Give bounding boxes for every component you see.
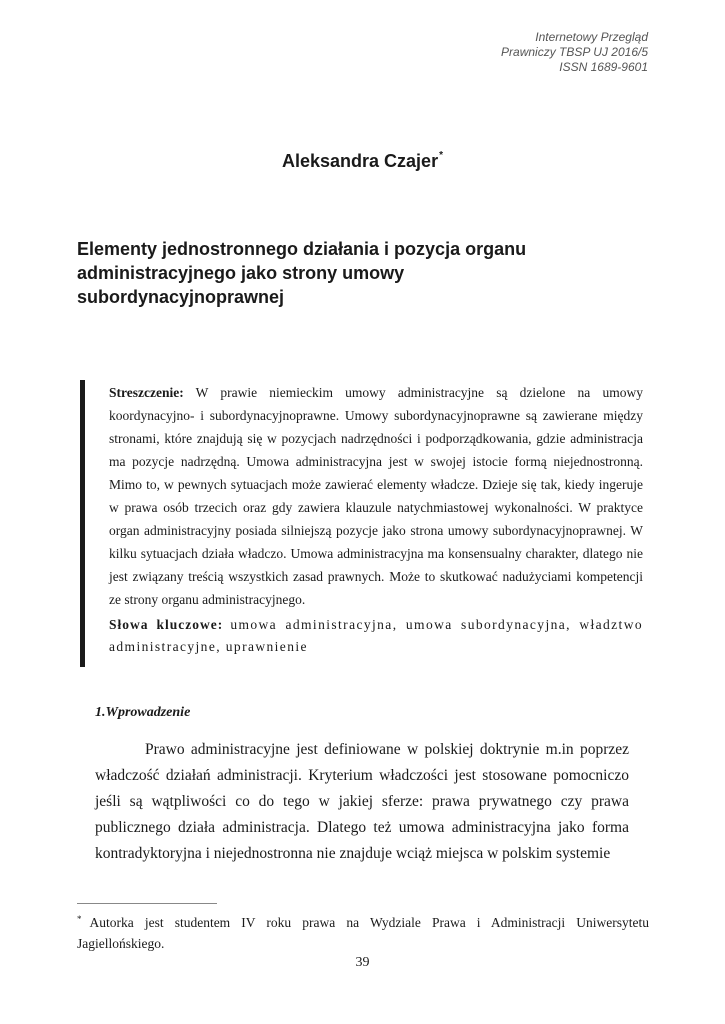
keywords-paragraph <box>109 614 643 658</box>
journal-name-line2: Prawniczy TBSP UJ 2016/5 <box>501 45 648 59</box>
footnote-divider <box>77 903 217 904</box>
abstract-side-bar <box>80 380 85 667</box>
journal-issn: ISSN 1689-9601 <box>559 60 648 74</box>
footnote <box>77 913 649 954</box>
author-name: Aleksandra Czajer <box>282 151 439 171</box>
article-title-line3: subordynacyjnoprawnej <box>77 287 285 307</box>
footnote-text: Autorka jest studentem IV roku prawa na Wydziale Prawa i Administracji Uniwersytetu Jagiellońskiego. <box>77 915 649 951</box>
journal-info <box>501 30 648 75</box>
article-title-line2: administracyjnego jako strony umowy <box>77 263 405 283</box>
author-name-block <box>0 146 725 173</box>
abstract-label: Streszczenie: <box>109 385 184 400</box>
abstract-paragraph <box>109 381 643 611</box>
abstract-text: W prawie niemieckim umowy administracyjne są dzielone na umowy koordynacyjno- i subordynacyjnoprawne. Umowy subordynacyjnoprawne są zawierane między stronami, które znajdują się w pozycjach nadrzędności i podporządkowania, gdzie administracja ma pozycje nadrzędną. Umowa administracyjna jest w swojej istocie formą niejednostronną. Mimo to, w pewnych sytuacjach może zawierać elementy władcze. Dzieje się tak, kiedy ingeruje w prawa osób trzecich oraz gdy zawiera klauzule natychmiastowej wykonalności. W praktyce organ administracyjny posiada silniejszą pozycje jako strona umowy subordynacyjnoprawnej. W kilku sytuacjach działa władczo. Umowa administracyjna ma konsensualny charakter, dlatego nie jest związany treścią wszystkich zasad prawnych. Może to skutkować nadużyciami kompetencji ze strony organu administracyjnego. <box>109 385 643 607</box>
journal-name-line1: Internetowy Przegląd <box>535 30 648 44</box>
page-number: 39 <box>355 955 370 970</box>
footnote-mark: * <box>77 914 82 924</box>
keywords-label: Słowa kluczowe: <box>109 617 224 632</box>
body-paragraph: Prawo administracyjne jest definiowane w polskiej doktrynie m.in poprzez władczość działań administracji. Kryterium władczości jest stosowane pomocniczo jeśli są wątpliwości co do tego w jakiej sferze: prawa prywatnego czy prawa publicznego działa administracja. Dlatego też umowa administracyjna jako forma kontradyktoryjna i niejednostronna nie znajduje wciąż miejsca w polskim systemie <box>95 741 629 862</box>
keywords-text: umowa administracyjna, umowa subordynacyjna, władztwo administracyjne, uprawnienie <box>109 617 644 654</box>
abstract-block <box>109 381 643 658</box>
section-heading: 1.Wprowadzenie <box>95 705 191 720</box>
article-title <box>77 237 657 309</box>
author-footnote-mark: * <box>439 150 443 161</box>
article-title-line1: Elementy jednostronnego działania i pozycja organu <box>77 239 527 259</box>
